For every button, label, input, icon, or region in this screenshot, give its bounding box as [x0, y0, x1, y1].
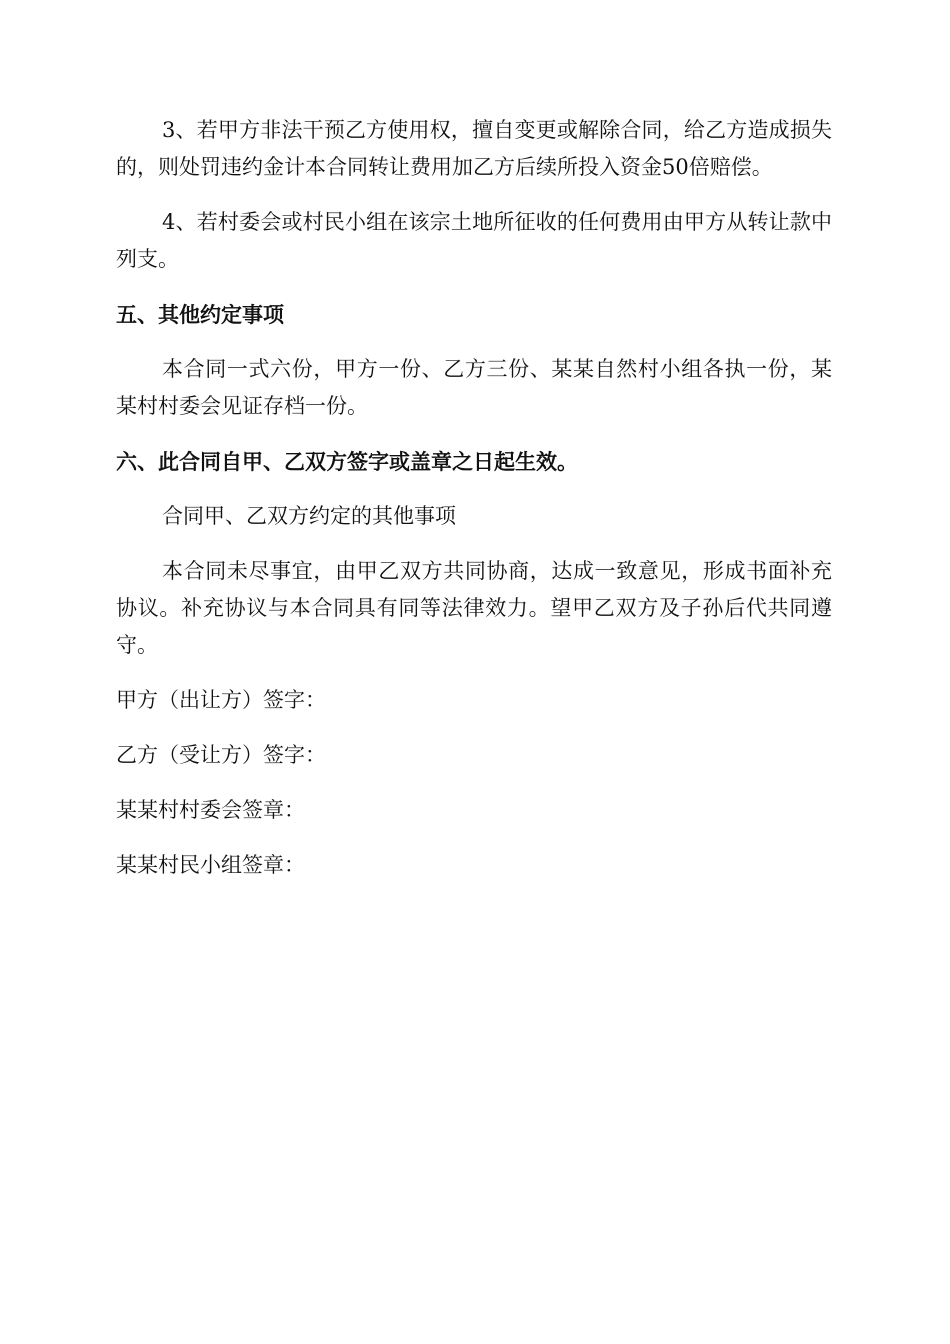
village-committee-seal-line: 某某村村委会签章： — [116, 798, 305, 822]
villager-group-seal-line: 某某村民小组签章： — [116, 853, 305, 877]
contract-body — [116, 112, 832, 902]
section-5-heading: 五、其他约定事项 — [116, 302, 284, 327]
party-b-signature-line: 乙方（受让方）签字： — [116, 743, 326, 767]
clause-4-paragraph: 4、若村委会或村民小组在该宗土地所征收的任何费用由甲方从转让款中列支。 — [116, 210, 832, 271]
party-a-signature-line: 甲方（出让方）签字： — [116, 688, 326, 712]
other-matters-paragraph: 本合同未尽事宜，由甲乙双方共同协商，达成一致意见，形成书面补充协议。补充协议与本合同具有同等法律效力。望甲乙双方及子孙后代共同遵守。 — [116, 559, 832, 657]
section-6-heading: 六、此合同自甲、乙双方签字或盖章之日起生效。 — [116, 449, 578, 474]
other-matters-title: 合同甲、乙双方约定的其他事项 — [162, 504, 456, 528]
section-5-paragraph: 本合同一式六份，甲方一份、乙方三份、某某自然村小组各执一份，某某村村委会见证存档一份。 — [116, 357, 832, 418]
clause-3-paragraph: 3、若甲方非法干预乙方使用权，擅自变更或解除合同，给乙方造成损失的，则处罚违约金计本合同转让费用加乙方后续所投入资金50倍赔偿。 — [116, 118, 832, 179]
